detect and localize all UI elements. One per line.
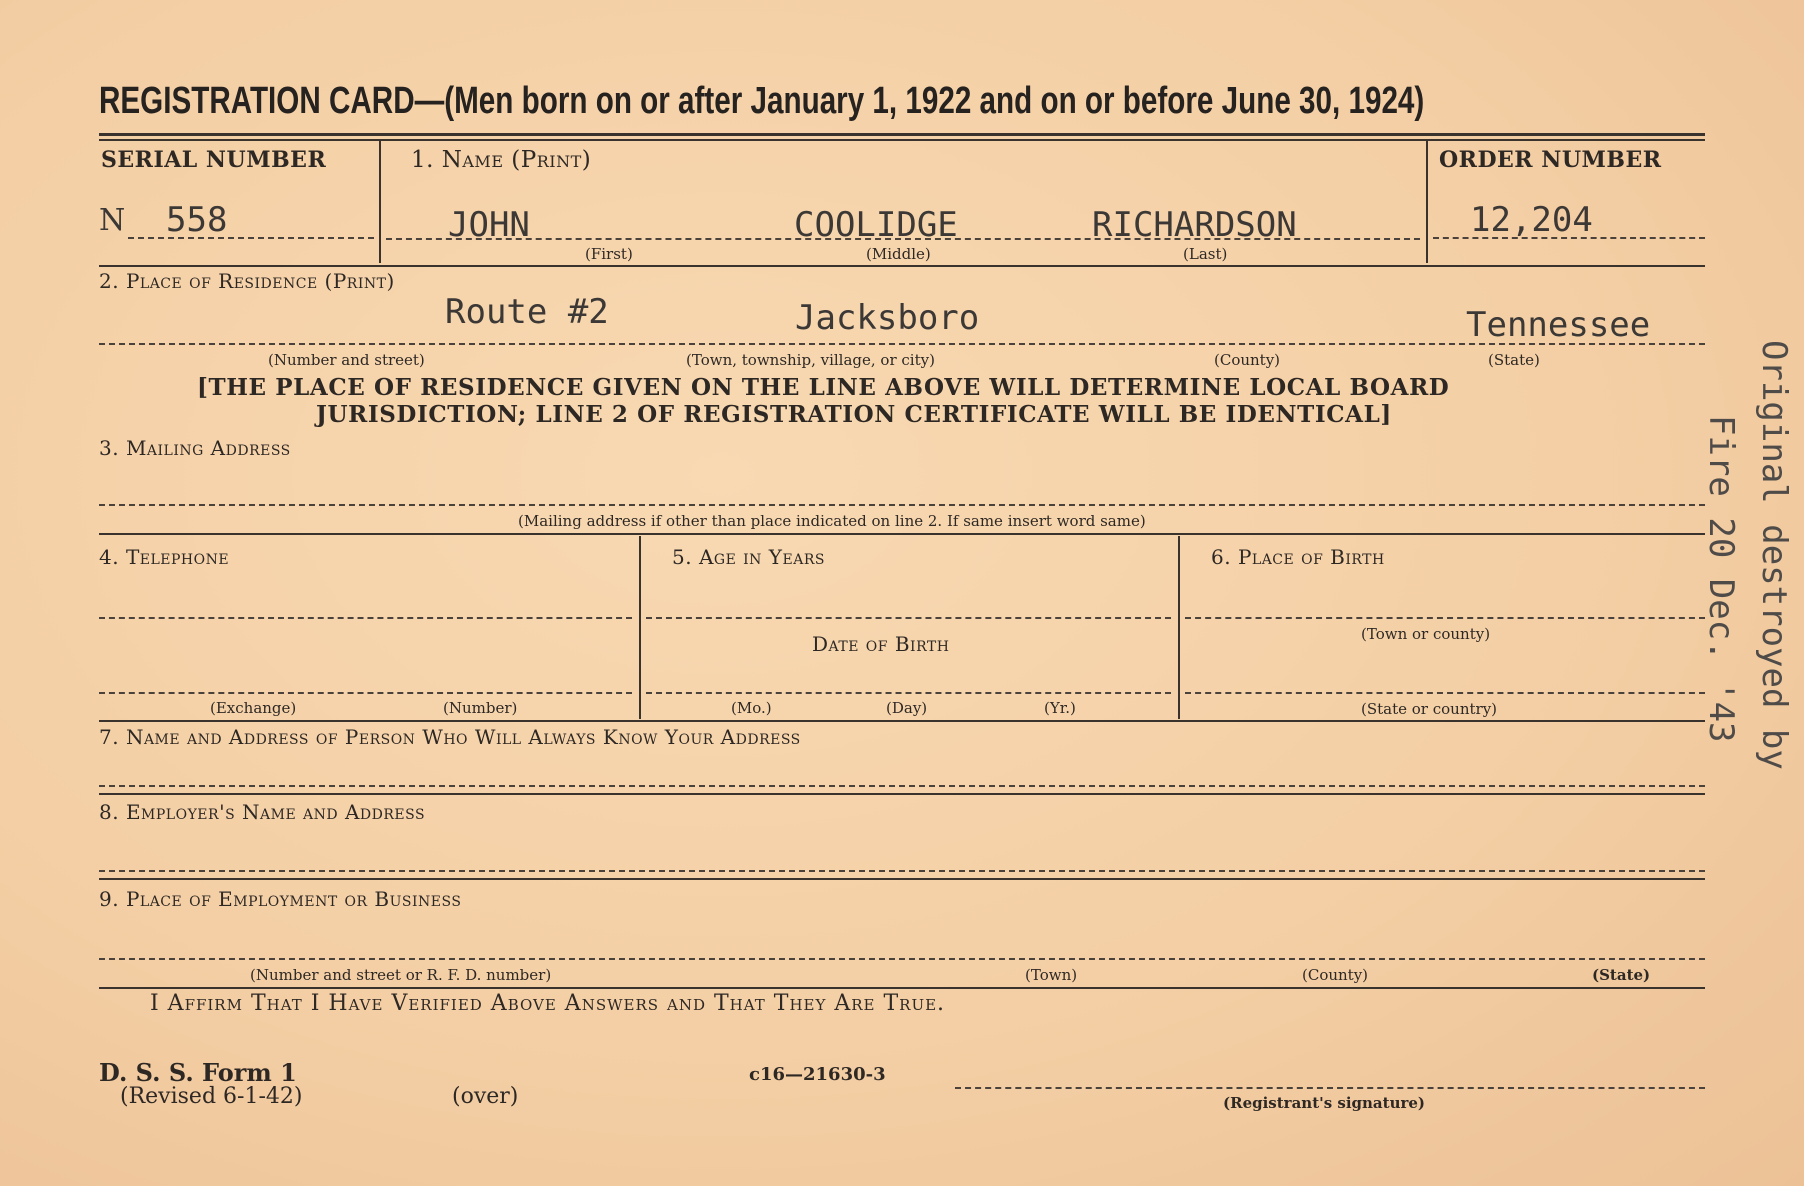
form-revised: (Revised 6-1-42) <box>120 1084 303 1109</box>
employment-label: 9. Place of Employment or Business <box>99 887 462 911</box>
row-rule <box>99 987 1705 989</box>
top-rule-thin <box>99 139 1705 141</box>
residence-town-caption: (Town, township, village, or city) <box>686 351 935 369</box>
mailing-line <box>99 504 1705 506</box>
residence-notice-line1: [THE PLACE OF RESIDENCE GIVEN ON THE LINE ABOVE WILL DETERMINE LOCAL BOARD <box>197 374 1450 401</box>
serial-prefix: N <box>99 203 126 238</box>
serial-line <box>128 237 374 239</box>
over-note: (over) <box>452 1084 519 1109</box>
first-name-value: JOHN <box>448 205 530 245</box>
residence-state-caption: (State) <box>1488 351 1540 369</box>
age-line <box>646 617 1171 619</box>
residence-state-value: Tennessee <box>1466 305 1651 345</box>
last-name-value: RICHARDSON <box>1092 205 1297 245</box>
serial-number-value: 558 <box>166 200 228 240</box>
row-rule <box>99 720 1705 722</box>
telephone-line-2 <box>99 692 632 694</box>
residence-county-caption: (County) <box>1214 351 1281 369</box>
order-number-label: ORDER NUMBER <box>1439 147 1662 173</box>
contact-person-label: 7. Name and Address of Person Who Will Always Know Your Address <box>99 725 801 749</box>
telephone-line-1 <box>99 617 632 619</box>
employment-county-caption: (County) <box>1302 966 1369 984</box>
middle-name-value: COOLIDGE <box>794 205 958 245</box>
employment-street-caption: (Number and street or R. F. D. number) <box>250 966 552 984</box>
name-line <box>386 238 1420 240</box>
divider <box>1426 141 1428 263</box>
employment-town-caption: (Town) <box>1025 966 1078 984</box>
employer-line <box>99 870 1705 872</box>
affirmation-text: I Affirm That I Have Verified Above Answers and That They Are True. <box>150 991 946 1016</box>
employment-line <box>99 958 1705 960</box>
card-title: REGISTRATION CARD—(Men born on or after January 1, 1922 and on or before June 30, 1924) <box>99 80 1425 122</box>
name-label: 1. Name (Print) <box>411 147 592 173</box>
birthplace-state-caption: (State or country) <box>1361 700 1498 718</box>
divider <box>379 141 381 263</box>
residence-line <box>99 343 1705 345</box>
telephone-label: 4. Telephone <box>99 545 230 569</box>
divider <box>1178 536 1180 719</box>
row-rule <box>99 878 1705 880</box>
employer-label: 8. Employer's Name and Address <box>99 800 426 824</box>
telephone-number-caption: (Number) <box>443 699 518 717</box>
serial-number-label: SERIAL NUMBER <box>101 147 327 173</box>
residence-street-value: Route #2 <box>445 292 609 332</box>
signature-caption: (Registrant's signature) <box>1223 1094 1426 1112</box>
top-rule <box>99 133 1705 136</box>
mailing-caption: (Mailing address if other than place indicated on line 2. If same insert word same) <box>518 512 1146 530</box>
last-caption: (Last) <box>1183 245 1228 263</box>
birthplace-state-line <box>1185 692 1705 694</box>
order-number-value: 12,204 <box>1470 200 1593 240</box>
signature-line[interactable] <box>955 1087 1705 1089</box>
divider <box>639 536 641 719</box>
employment-state-caption: (State) <box>1592 966 1651 984</box>
residence-notice-line2: JURISDICTION; LINE 2 OF REGISTRATION CERTIFICATE WILL BE IDENTICAL] <box>316 401 1392 428</box>
dob-day-caption: (Day) <box>886 699 928 717</box>
place-of-birth-label: 6. Place of Birth <box>1211 545 1385 569</box>
first-caption: (First) <box>585 245 633 263</box>
date-of-birth-label: Date of Birth <box>812 632 950 656</box>
contact-line <box>99 785 1705 787</box>
row-rule <box>99 533 1705 535</box>
middle-caption: (Middle) <box>866 245 931 263</box>
destroyed-stamp-line2: Fire 20 Dec. '43 <box>1701 415 1741 743</box>
row-rule <box>99 265 1705 267</box>
row-rule <box>99 793 1705 795</box>
order-line <box>1433 237 1705 239</box>
print-code: c16—21630-3 <box>749 1064 886 1085</box>
residence-town-value: Jacksboro <box>795 298 980 338</box>
birthplace-town-caption: (Town or county) <box>1361 625 1491 643</box>
telephone-exchange-caption: (Exchange) <box>210 699 297 717</box>
residence-street-caption: (Number and street) <box>268 351 425 369</box>
mailing-address-label: 3. Mailing Address <box>99 436 291 460</box>
age-label: 5. Age in Years <box>672 545 825 569</box>
dob-month-caption: (Mo.) <box>731 699 772 717</box>
dob-line <box>646 692 1171 694</box>
residence-label: 2. Place of Residence (Print) <box>99 269 395 293</box>
birthplace-town-line <box>1185 617 1705 619</box>
destroyed-stamp-line1: Original destroyed by <box>1754 340 1794 770</box>
dob-year-caption: (Yr.) <box>1044 699 1076 717</box>
form-number: D. S. S. Form 1 <box>99 1058 297 1087</box>
